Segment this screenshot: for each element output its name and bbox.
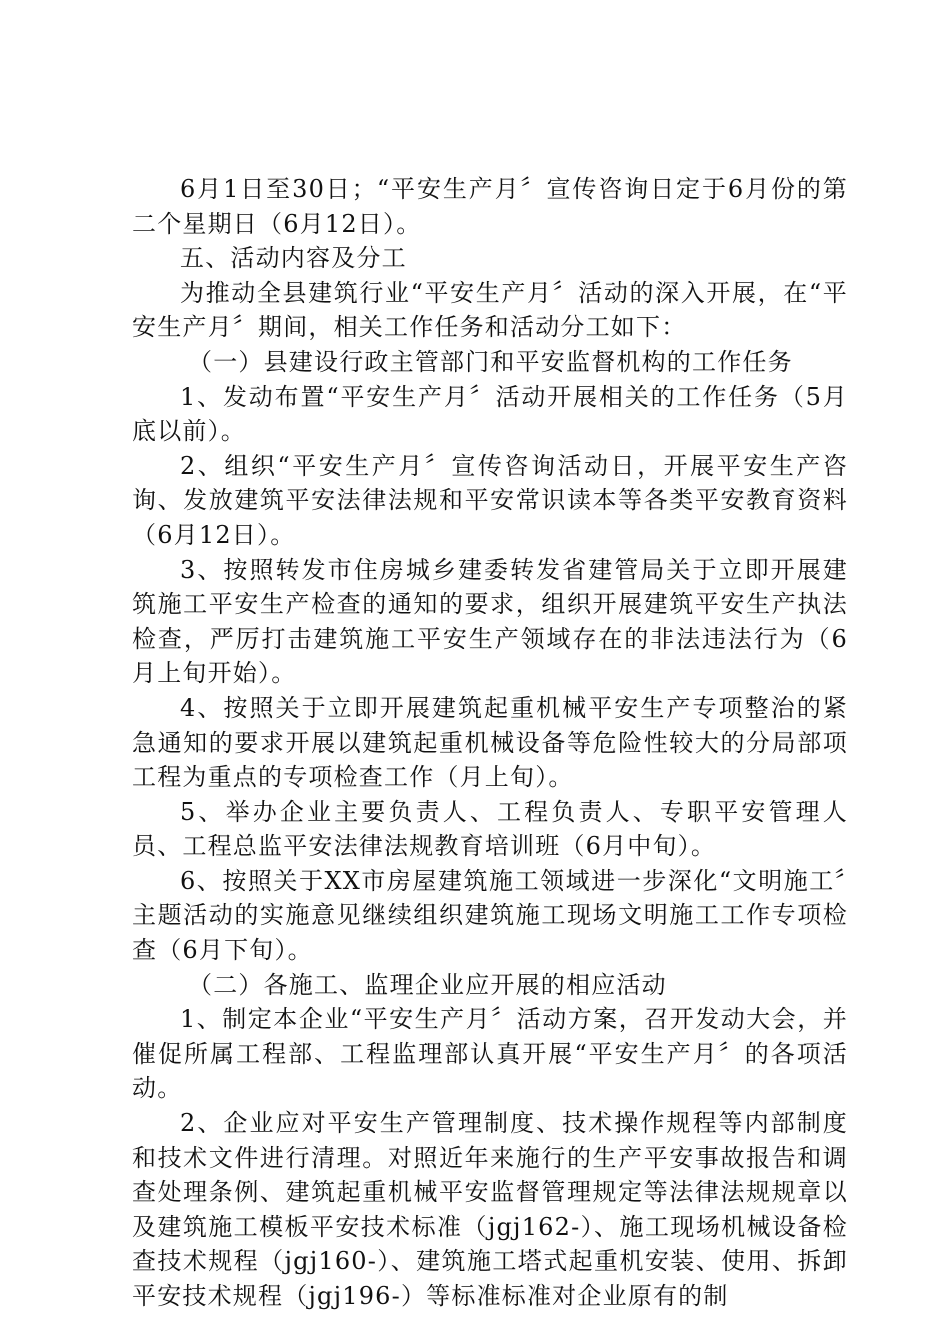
list-item-county-4: 4、按照关于立即开展建筑起重机械平安生产专项整治的紧急通知的要求开展以建筑起重机械设备等危险性较大的分局部项工程为重点的专项检查工作（月上旬）。 [132, 693, 848, 792]
list-item-county-2: 2、组织“平安生产月〞宣传咨询活动日，开展平安生产咨询、发放建筑平安法律法规和平安常识读本等各类平安教育资料（6月12日）。 [132, 451, 848, 549]
list-item-enterprise-1: 1、制定本企业“平安生产月〞活动方案，召开发动大会，并催促所属工程部、工程监理部认真开展“平安生产月〞的各项活动。 [132, 1005, 848, 1103]
list-item-county-1: 1、发动布置“平安生产月〞活动开展相关的工作任务（5月底以前）。 [132, 382, 848, 446]
document-body [132, 172, 848, 1314]
list-item-county-3: 3、按照转发市住房城乡建委转发省建管局关于立即开展建筑施工平安生产检查的通知的要求，组织开展建筑平安生产执法检查，严厉打击建筑施工平安生产领域存在的非法违法行为（6月上旬开始）。 [132, 555, 848, 688]
section-heading-activity-content: 五、活动内容及分工 [180, 244, 407, 273]
subheading-county-tasks: （一）县建设行政主管部门和平安监督机构的工作任务 [188, 347, 793, 376]
list-item-enterprise-2: 2、企业应对平安生产管理制度、技术操作规程等内部制度和技术文件进行清理。对照近年来施行的生产平安事故报告和调查处理条例、建筑起重机械平安监督管理规定等法律法规规章以及建筑施工模板平安技术标准（jgj162-）、施工现场机械设备检查技术规程（jgj160-）、建筑施工塔式起重机安装、使用、拆卸平安技术规程（jgj196-）等标准标准对企业原有的制 [132, 1109, 848, 1310]
paragraph-intro: 为推动全县建筑行业“平安生产月〞活动的深入开展，在“平安生产月〞期间，相关工作任务和活动分工如下： [132, 278, 848, 342]
subheading-enterprise-activities: （二）各施工、监理企业应开展的相应活动 [188, 970, 667, 999]
list-item-county-6: 6、按照关于XX市房屋建筑施工领域进一步深化“文明施工〞主题活动的实施意见继续组织建筑施工现场文明施工工作专项检查（6月下旬）。 [132, 866, 848, 965]
paragraph-date-range: 6月1日至30日；“平安生产月〞宣传咨询日定于6月份的第二个星期日（6月12日）。 [132, 175, 848, 238]
list-item-county-5: 5、举办企业主要负责人、工程负责人、专职平安管理人员、工程总监平安法律法规教育培训班（6月中旬）。 [132, 797, 848, 861]
